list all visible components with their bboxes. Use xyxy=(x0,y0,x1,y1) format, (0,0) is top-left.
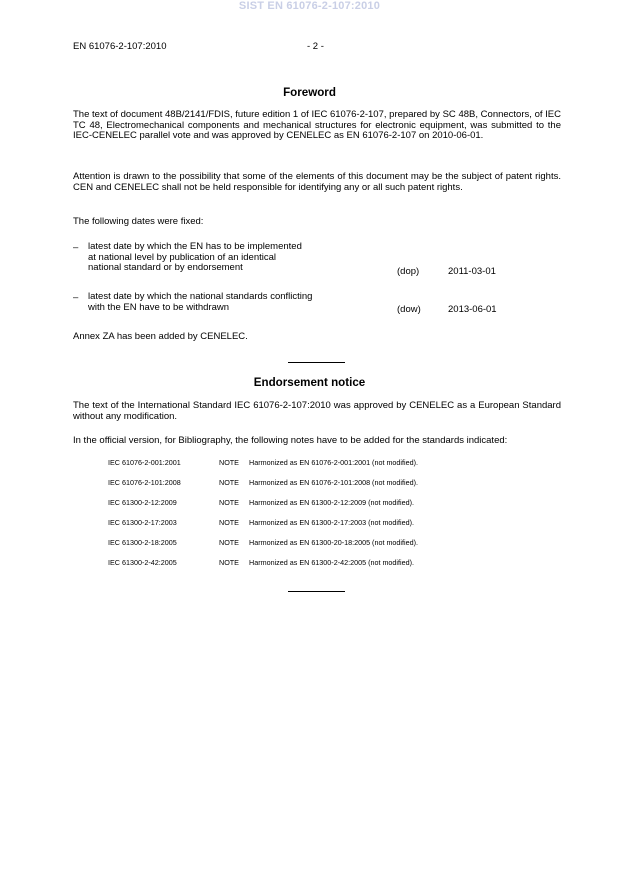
note-standard: IEC 61300-2-18:2005 xyxy=(108,538,177,547)
note-label: NOTE xyxy=(219,518,239,527)
note-standard: IEC 61300-2-42:2005 xyxy=(108,558,177,567)
note-label: NOTE xyxy=(219,558,239,567)
note-label: NOTE xyxy=(219,498,239,507)
date-item-line: national standard or by endorsement xyxy=(88,262,243,274)
note-text: Harmonized as EN 61076-2-001:2001 (not modified). xyxy=(249,458,419,467)
page-number: - 2 - xyxy=(307,41,324,52)
foreword-paragraph-4: Annex ZA has been added by CENELEC. xyxy=(73,331,248,342)
date-code-dop: (dop) xyxy=(397,266,420,277)
date-code-dow: (dow) xyxy=(397,304,421,315)
foreword-paragraph-3: The following dates were fixed: xyxy=(73,216,204,227)
note-standard: IEC 61300-2-12:2009 xyxy=(108,498,177,507)
note-text: Harmonized as EN 61300-2-42:2005 (not modified). xyxy=(249,558,415,567)
note-standard: IEC 61076-2-001:2001 xyxy=(108,458,181,467)
note-label: NOTE xyxy=(219,478,239,487)
endorsement-paragraph-2: In the official version, for Bibliography, the following notes have to be added for the standards indicated: xyxy=(73,435,508,446)
list-bullet: – xyxy=(73,242,79,253)
date-value-dop: 2011-03-01 xyxy=(448,266,496,277)
date-item-description xyxy=(88,242,388,274)
note-text: Harmonized as EN 61300-2-17:2003 (not modified). xyxy=(249,518,415,527)
note-standard: IEC 61300-2-17:2003 xyxy=(108,518,177,527)
date-value-dow: 2013-06-01 xyxy=(448,304,497,315)
date-item-line: latest date by which the national standards conflicting xyxy=(88,291,313,302)
note-text: Harmonized as EN 61300-2-12:2009 (not modified). xyxy=(249,498,415,507)
endorsement-paragraph-1: The text of the International Standard IEC 61076-2-107:2010 was approved by CENELEC as a European Standard without any modification. xyxy=(73,400,561,422)
note-standard: IEC 61076-2-101:2008 xyxy=(108,478,181,487)
section-divider xyxy=(288,362,345,363)
watermark: SIST EN 61076-2-107:2010 xyxy=(238,0,381,12)
date-item-line: latest date by which the EN has to be implemented xyxy=(88,241,302,252)
foreword-paragraph-2: Attention is drawn to the possibility that some of the elements of this document may be the subject of patent rights. CEN and CENELEC shall not be held responsible for identifying any or all such patent rights. xyxy=(73,171,561,193)
list-bullet: – xyxy=(73,292,79,303)
date-item-description xyxy=(88,292,388,313)
document-id: EN 61076-2-107:2010 xyxy=(73,41,167,52)
section-divider xyxy=(288,591,345,592)
date-item-line: with the EN have to be withdrawn xyxy=(88,301,229,313)
foreword-title: Foreword xyxy=(283,86,336,99)
note-text: Harmonized as EN 61300-20-18:2005 (not modified). xyxy=(249,538,419,547)
date-item-line: at national level by publication of an identical xyxy=(88,251,277,263)
note-text: Harmonized as EN 61076-2-101:2008 (not modified). xyxy=(249,478,419,487)
note-label: NOTE xyxy=(219,538,239,547)
foreword-paragraph-1: The text of document 48B/2141/FDIS, future edition 1 of IEC 61076-2-107, prepared by SC 48B, Connectors, of IEC TC 48, Electromechanical components and mechanical structures for electronic equipment, was submitted to the IEC-CENELEC parallel vote and was approved by CENELEC as EN 61076-2-107 on 2010-06-01. xyxy=(73,109,561,142)
note-label: NOTE xyxy=(219,458,239,467)
endorsement-title: Endorsement notice xyxy=(253,376,366,389)
